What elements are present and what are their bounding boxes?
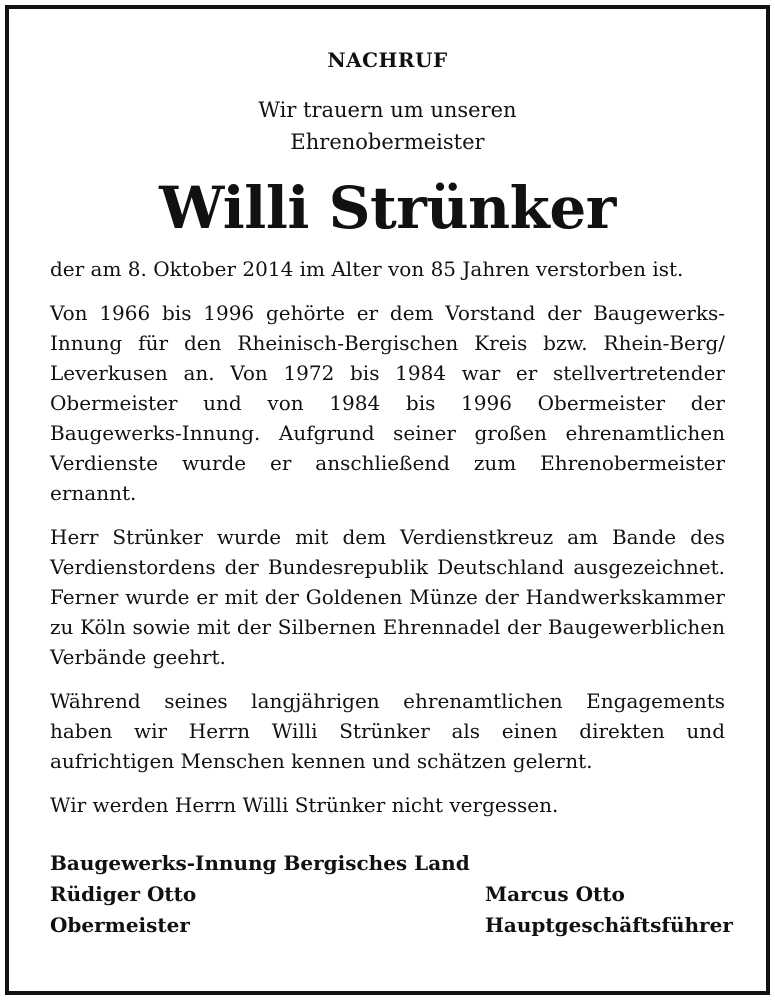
signature-left-name: Rüdiger Otto xyxy=(50,882,197,906)
career-paragraph: Von 1966 bis 1996 gehörte er dem Vorstand der Baugewerks-Innung für den Rheinisch-Bergischen Kreis bzw. Rhein-Berg/​Leverkusen an. Von 1972 bis 1984 war er stellvertretender Obermeister und von 1984 bis 1996 Obermeister der Baugewerks-Innung. Aufgrund seiner großen ehrenamtlichen Verdienste wurde er anschließend zum Ehrenobermeister ernannt. xyxy=(50,301,725,505)
signature-organization: Baugewerks-Innung Bergisches Land xyxy=(50,851,470,875)
deceased-name: Willi Strünker xyxy=(159,174,616,242)
signature-names-row xyxy=(50,879,725,910)
death-date-paragraph: der am 8. Oktober 2014 im Alter von 85 Jahren verstorben ist. xyxy=(50,257,684,281)
intro-line-1: Wir trauern um unseren xyxy=(258,98,517,122)
tribute-paragraph: Während seines langjährigen ehrenamtlichen Engagements haben wir Herrn Willi Strünker als einen direkten und aufrichtigen Menschen kennen und schätzen gelernt. xyxy=(50,689,725,773)
notice-heading: NACHRUF xyxy=(327,48,448,72)
signature-left-title: Obermeister xyxy=(50,913,190,937)
signature-block xyxy=(50,848,733,941)
signature-right-title: Hauptgeschäftsführer xyxy=(485,913,733,937)
obituary-notice xyxy=(50,48,733,941)
intro-line-2: Ehrenobermeister xyxy=(290,130,485,154)
signature-titles-row xyxy=(50,910,733,941)
honors-paragraph: Herr Strünker wurde mit dem Verdienstkreuz am Bande des Verdienstordens der Bundesrepublik Deutschland ausgezeichnet. Ferner wurde er mit der Goldenen Münze der Handwerkskammer zu Köln sowie mit der Silbernen Ehrennadel der Baugewerblichen Verbände geehrt. xyxy=(50,525,725,669)
signature-right-name: Marcus Otto xyxy=(485,882,625,906)
closing-paragraph: Wir werden Herrn Willi Strünker nicht vergessen. xyxy=(50,793,559,817)
